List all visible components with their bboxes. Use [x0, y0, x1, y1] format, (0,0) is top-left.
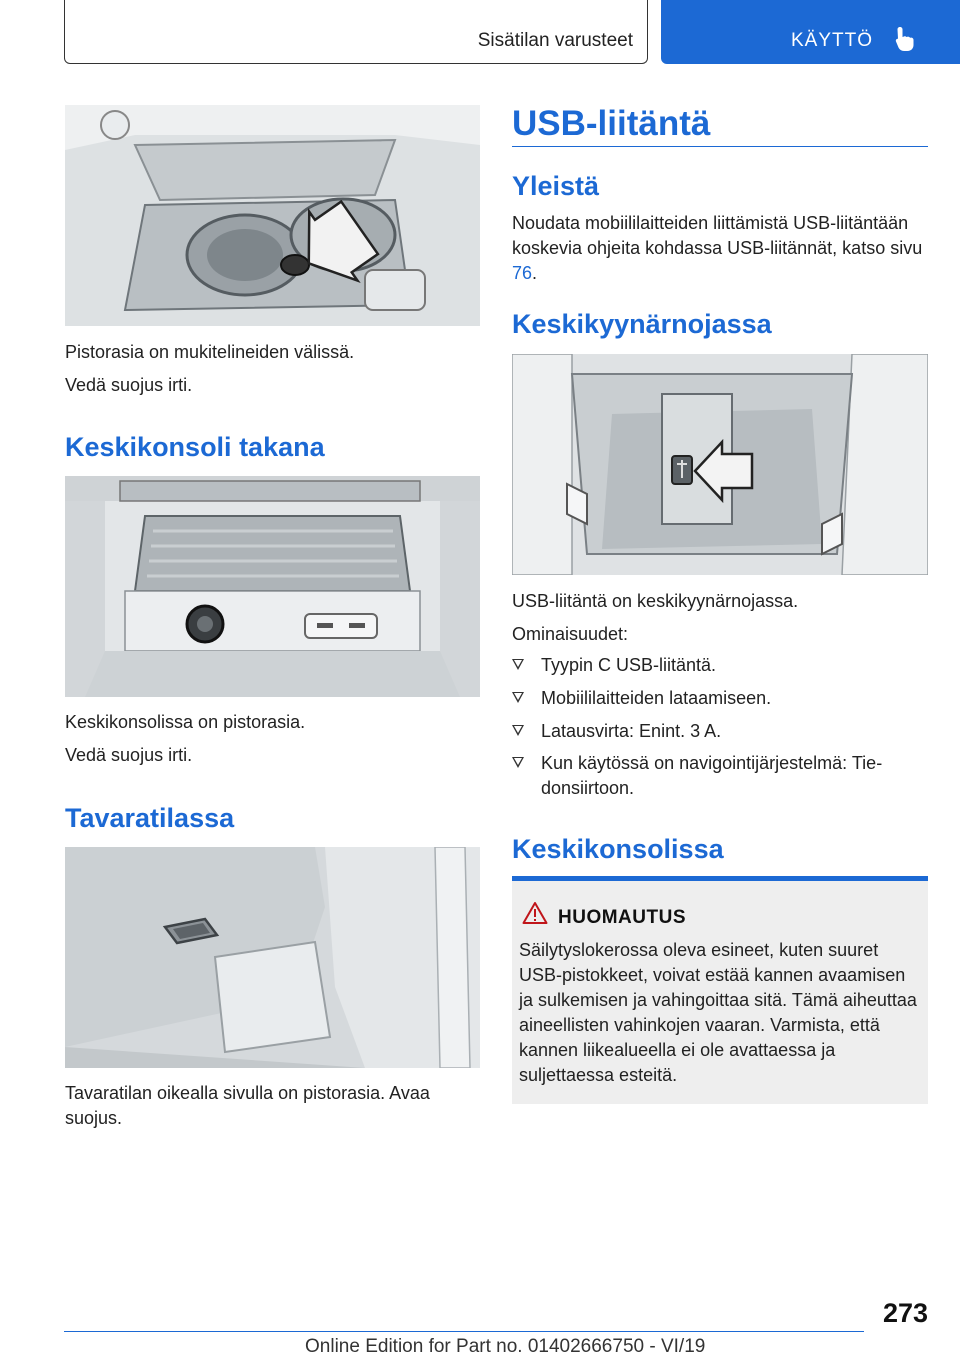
header-chapter-tab[interactable]: [661, 0, 960, 64]
features-label: Ominaisuudet:: [512, 624, 629, 644]
pointing-hand-icon: [895, 26, 915, 52]
caption-rear-console-socket: Keskikonsolissa on pistorasia.: [65, 712, 306, 732]
page-reference-link[interactable]: 76: [512, 263, 533, 283]
luggage-socket-illustration: [65, 847, 480, 1068]
heading-luggage-compartment: Tavaratilassa: [65, 803, 235, 833]
general-text: Noudata mobiililaitteiden liittämistä USB-liitäntään koskevia ohjeita kohdassa USB-liitännät, katso sivu 76.: [512, 213, 923, 283]
bullet-triangle-icon: [512, 692, 524, 703]
rear-console-illustration: [65, 476, 480, 697]
heading-general: Yleistä: [512, 171, 600, 201]
heading-usb-port: USB-liitäntä: [512, 104, 711, 143]
header-section-box: [64, 0, 648, 64]
caption-armrest-usb: USB-liitäntä on keskikyynärnojassa.: [512, 591, 799, 611]
caption-cupholder-socket: Pistorasia on mukitelineiden välissä.: [65, 342, 355, 362]
para-remove-cover-2: Vedä suojus irti.: [65, 745, 193, 765]
heading-center-console: Keskikonsolissa: [512, 834, 724, 864]
header-section-title: Sisätilan varusteet: [477, 30, 633, 51]
header-chapter-label: KÄYTTÖ: [791, 30, 874, 51]
bullet-triangle-icon: [512, 659, 524, 670]
caption-luggage-socket: Tavaratilan oikealla sivulla on pistorasia. Avaa suojus.: [65, 1083, 430, 1128]
bullet-triangle-icon: [512, 725, 524, 736]
cupholder-socket-illustration: [65, 105, 480, 326]
notice-box: [512, 876, 928, 1104]
heading-rule: [512, 146, 928, 147]
page-number: 273: [882, 1298, 928, 1328]
footer-rule: [64, 1331, 864, 1332]
warning-triangle-icon: [522, 901, 548, 925]
heading-armrest: Keskikyynärnojassa: [512, 309, 772, 339]
para-remove-cover-1: Vedä suojus irti.: [65, 375, 193, 395]
armrest-usb-illustration: [512, 354, 928, 575]
bullet-triangle-icon: [512, 757, 524, 768]
footer-edition: Online Edition for Part no. 01402666750 - VI/19: [305, 1336, 706, 1357]
notice-text: Säilytyslokerossa oleva esineet, kuten suuret USB-pistokkeet, voivat estää kannen avaamisen ja sulkemisen ja vahingoittaa sitä. Tämä aiheuttaa aineellisten vahinkojen vaaran. Varmista, että kannen liikealueella ei ole avattaessa ja suljettaessa esteitä.: [519, 940, 917, 1085]
heading-rear-console: Keskikonsoli takana: [65, 432, 325, 462]
notice-title: HUOMAUTUS: [558, 907, 686, 928]
